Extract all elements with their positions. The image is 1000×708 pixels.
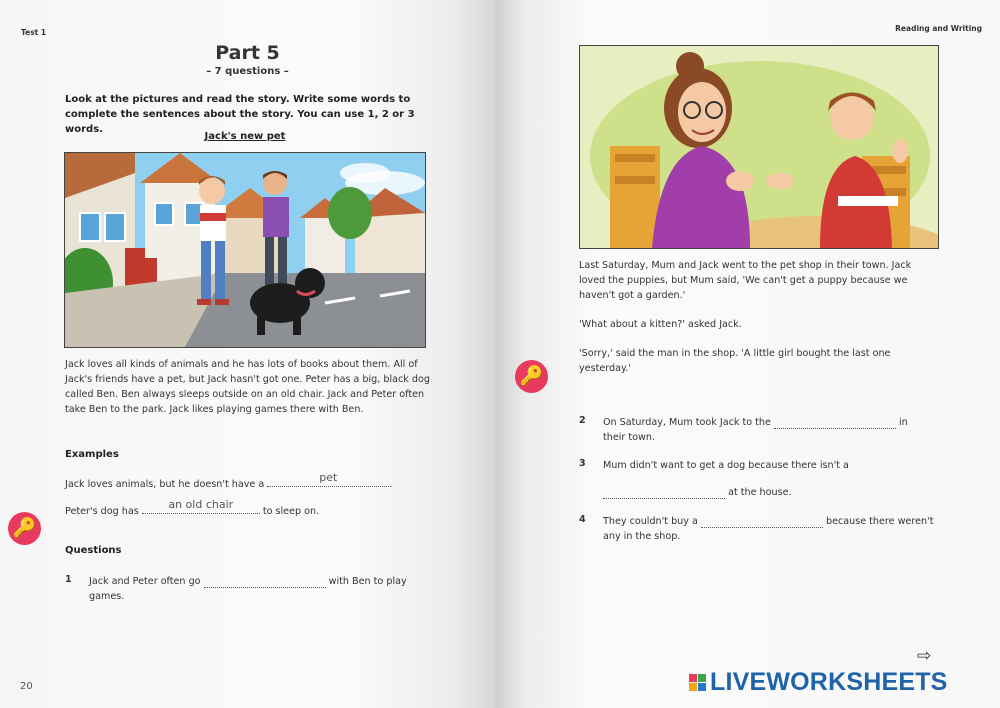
question-3-answer-input[interactable]: [603, 487, 725, 499]
brand-tile: [689, 683, 697, 691]
example-1-answer: pet: [319, 471, 338, 484]
answer-key-button-right[interactable]: [515, 360, 548, 393]
story-text-left: Jack loves all kinds of animals and he has lots of books about them. All of Jack's friends have a pet, but Jack hasn't got one. Peter has a big, black dog called Ben. Ben always sleeps outside on an old chair. Jack and Peter often take Ben to the park. Jack likes playing games there with Ben.: [65, 359, 430, 415]
question-2-answer-input[interactable]: [774, 417, 896, 429]
liveworksheets-logo: [689, 668, 948, 697]
brand-tile: [698, 674, 706, 682]
test-header: Test 1: [21, 28, 47, 37]
question-4-text: They couldn't buy a: [603, 516, 698, 527]
brand-tile: [689, 674, 697, 682]
question-4: [603, 514, 938, 544]
question-1-number: 1: [65, 574, 72, 585]
example-2-end: to sleep on.: [262, 506, 320, 517]
brand-tile: [698, 683, 706, 691]
arrow-right-icon[interactable]: ⇨: [917, 646, 932, 666]
example-2-answer-line: [142, 498, 260, 514]
page-number: 20: [20, 681, 33, 692]
story-title: Jack's new pet: [204, 131, 286, 142]
answer-key-button-left[interactable]: [8, 512, 41, 545]
page-title: Part 5: [215, 42, 280, 64]
example-1-answer-line: [267, 471, 389, 487]
question-4-end: because there weren't any in the shop.: [603, 516, 934, 542]
question-3-number: 3: [579, 458, 586, 469]
example-1-text: Jack loves animals, but he doesn't have a: [65, 479, 265, 490]
question-1-answer-input[interactable]: [204, 576, 326, 588]
mum-and-jack-illustration: [579, 45, 939, 249]
question-1: [89, 574, 409, 604]
question-2-number: 2: [579, 415, 586, 426]
example-1-end: .: [389, 479, 393, 490]
question-4-number: 4: [579, 514, 586, 525]
question-3-text: Mum didn't want to get a dog because there isn't a: [603, 460, 849, 471]
example-2: [65, 498, 445, 519]
key-icon: 🔑: [12, 517, 37, 539]
brand-text: LIVEWORKSHEETS: [710, 668, 948, 696]
section-header: Reading and Writing: [895, 24, 982, 33]
questions-heading: Questions: [65, 545, 122, 556]
key-icon: 🔑: [519, 365, 544, 387]
example-2-text: Peter's dog has: [65, 506, 139, 517]
right-page: [495, 0, 1000, 708]
question-3-end: at the house.: [728, 487, 792, 498]
question-3: [603, 458, 933, 473]
story-text-right-p1: Last Saturday, Mum and Jack went to the pet shop in their town. Jack loved the puppies, but Mum said, 'We can't get a puppy because we haven't got a garden.': [579, 260, 912, 301]
instructions: Look at the pictures and read the story. Write some words to complete the sentences about the story. You can use 1, 2 or 3 words.: [65, 94, 415, 135]
question-1-end: with Ben to play games.: [89, 576, 407, 602]
page-subtitle: – 7 questions –: [206, 66, 289, 77]
brand-tiles: [689, 674, 706, 691]
question-3-line-2: [603, 485, 933, 500]
question-2-text: On Saturday, Mum took Jack to the: [603, 417, 771, 428]
left-page: [0, 0, 495, 708]
story-text-right-p2: 'What about a kitten?' asked Jack.: [579, 319, 742, 330]
question-2: [603, 415, 933, 445]
question-1-text: Jack and Peter often go: [89, 576, 201, 587]
question-4-answer-input[interactable]: [701, 516, 823, 528]
example-2-answer: an old chair: [168, 498, 234, 511]
story-text-right-p3: 'Sorry,' said the man in the shop. 'A little girl bought the last one yesterday.': [579, 348, 891, 374]
question-2-end: in their town.: [603, 417, 908, 443]
examples-heading: Examples: [65, 449, 119, 460]
street-illustration: [64, 152, 426, 348]
example-1: [65, 471, 445, 492]
